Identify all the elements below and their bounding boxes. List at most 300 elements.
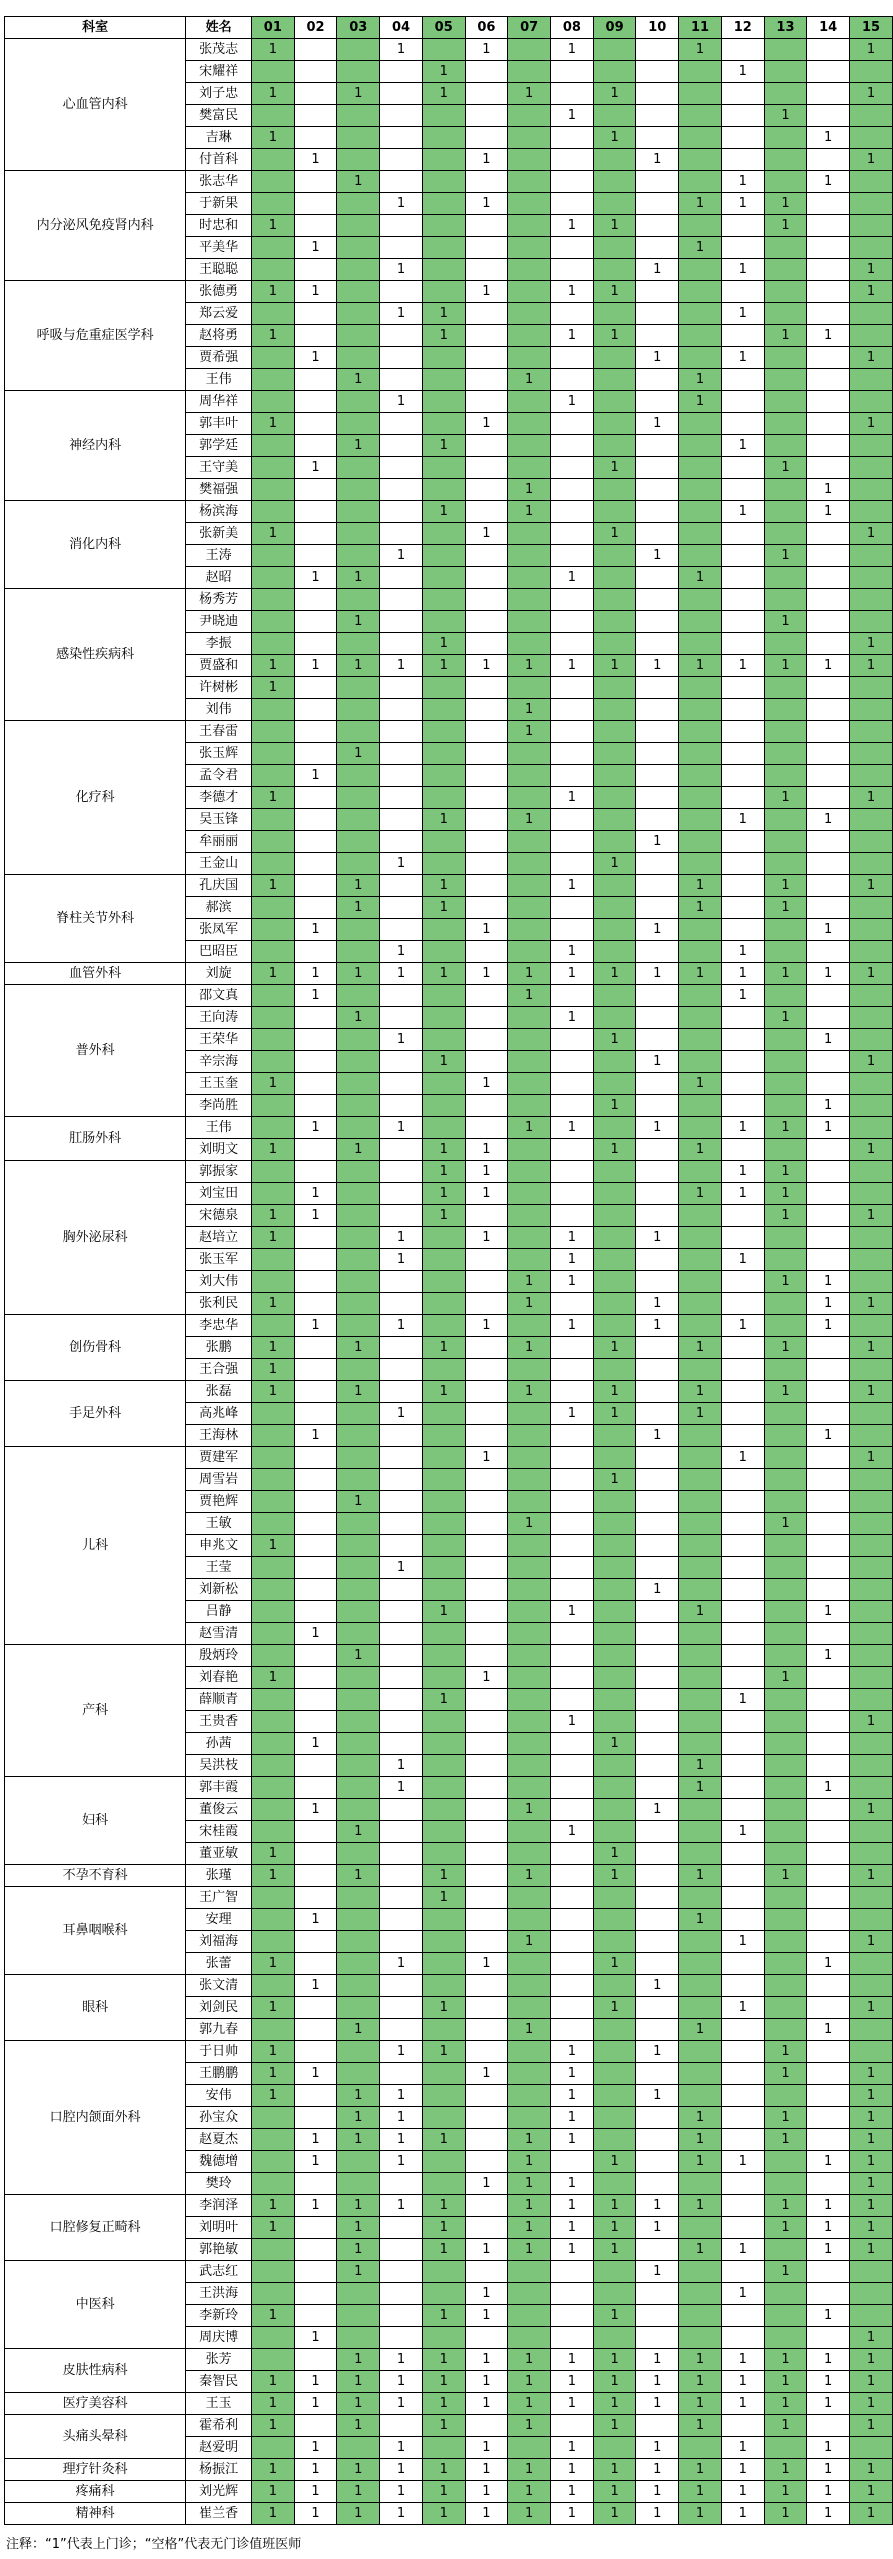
schedule-cell — [508, 2283, 551, 2305]
schedule-cell: 1 — [807, 2019, 850, 2041]
doctor-name-cell: 董俊云 — [186, 1799, 252, 1821]
schedule-cell: 1 — [251, 1865, 294, 1887]
schedule-cell — [465, 1205, 508, 1227]
schedule-cell — [465, 853, 508, 875]
schedule-cell: 1 — [380, 2195, 423, 2217]
schedule-cell — [679, 1931, 722, 1953]
schedule-cell: 1 — [764, 193, 807, 215]
schedule-cell — [422, 105, 465, 127]
schedule-cell: 1 — [380, 2349, 423, 2371]
doctor-name-cell: 王春雷 — [186, 721, 252, 743]
schedule-cell: 1 — [294, 765, 337, 787]
schedule-cell — [380, 1799, 423, 1821]
schedule-cell: 1 — [764, 1271, 807, 1293]
header-day-01: 01 — [251, 17, 294, 39]
schedule-cell — [251, 193, 294, 215]
schedule-cell — [294, 501, 337, 523]
schedule-cell — [850, 325, 893, 347]
schedule-cell — [764, 941, 807, 963]
schedule-cell — [251, 1029, 294, 1051]
schedule-cell — [721, 1975, 764, 1997]
schedule-cell — [850, 1491, 893, 1513]
schedule-cell — [721, 1403, 764, 1425]
doctor-name-cell: 张德勇 — [186, 281, 252, 303]
schedule-cell — [422, 1579, 465, 1601]
schedule-cell: 1 — [337, 1337, 380, 1359]
doctor-name-cell: 张玉辉 — [186, 743, 252, 765]
schedule-cell — [422, 1953, 465, 1975]
schedule-cell: 1 — [551, 2393, 594, 2415]
schedule-cell — [251, 897, 294, 919]
schedule-cell: 1 — [251, 1227, 294, 1249]
schedule-cell: 1 — [337, 743, 380, 765]
schedule-cell — [508, 941, 551, 963]
schedule-cell: 1 — [251, 2085, 294, 2107]
schedule-cell: 1 — [380, 1777, 423, 1799]
schedule-cell: 1 — [508, 2393, 551, 2415]
schedule-cell — [850, 1029, 893, 1051]
schedule-cell — [294, 2041, 337, 2063]
schedule-cell — [850, 1843, 893, 1865]
schedule-cell: 1 — [551, 2459, 594, 2481]
doctor-name-cell: 孔庆国 — [186, 875, 252, 897]
schedule-cell — [508, 765, 551, 787]
schedule-cell — [807, 1403, 850, 1425]
schedule-cell — [508, 1315, 551, 1337]
schedule-cell — [850, 1425, 893, 1447]
schedule-cell: 1 — [764, 655, 807, 677]
schedule-cell — [251, 1909, 294, 1931]
doctor-name-cell: 樊富民 — [186, 105, 252, 127]
schedule-cell: 1 — [721, 2349, 764, 2371]
schedule-cell: 1 — [593, 83, 636, 105]
doctor-name-cell: 杨振江 — [186, 2459, 252, 2481]
schedule-cell: 1 — [636, 545, 679, 567]
schedule-cell — [380, 1425, 423, 1447]
schedule-cell — [679, 1447, 722, 1469]
schedule-cell: 1 — [337, 1491, 380, 1513]
schedule-cell — [465, 479, 508, 501]
schedule-cell: 1 — [593, 1997, 636, 2019]
schedule-cell: 1 — [380, 1249, 423, 1271]
schedule-cell: 1 — [422, 2041, 465, 2063]
schedule-cell — [380, 369, 423, 391]
schedule-cell — [593, 1755, 636, 1777]
schedule-cell — [380, 83, 423, 105]
doctor-name-cell: 王鹏鹏 — [186, 2063, 252, 2085]
schedule-cell — [764, 149, 807, 171]
schedule-cell — [465, 325, 508, 347]
schedule-cell — [636, 1689, 679, 1711]
schedule-cell — [380, 1161, 423, 1183]
schedule-cell — [294, 677, 337, 699]
schedule-cell — [679, 1469, 722, 1491]
schedule-cell — [551, 83, 594, 105]
schedule-cell — [251, 2173, 294, 2195]
schedule-cell — [764, 1051, 807, 1073]
schedule-cell — [593, 1645, 636, 1667]
schedule-cell — [850, 1733, 893, 1755]
schedule-cell: 1 — [422, 1997, 465, 2019]
doctor-name-cell: 王守美 — [186, 457, 252, 479]
doctor-name-cell: 安伟 — [186, 2085, 252, 2107]
schedule-cell — [508, 1469, 551, 1491]
schedule-cell — [251, 2107, 294, 2129]
schedule-cell — [337, 2283, 380, 2305]
schedule-cell: 1 — [593, 457, 636, 479]
schedule-cell — [380, 2173, 423, 2195]
schedule-cell — [251, 2239, 294, 2261]
schedule-cell — [508, 2085, 551, 2107]
schedule-cell: 1 — [593, 1337, 636, 1359]
table-row — [5, 391, 893, 413]
schedule-cell: 1 — [850, 1865, 893, 1887]
schedule-cell — [721, 1777, 764, 1799]
schedule-cell — [337, 721, 380, 743]
schedule-cell — [508, 1755, 551, 1777]
schedule-cell — [721, 1205, 764, 1227]
schedule-cell — [807, 2041, 850, 2063]
table-row — [5, 985, 893, 1007]
schedule-cell — [807, 699, 850, 721]
schedule-cell — [294, 743, 337, 765]
schedule-cell: 1 — [721, 985, 764, 1007]
schedule-cell — [422, 567, 465, 589]
schedule-cell — [807, 391, 850, 413]
schedule-cell — [380, 2019, 423, 2041]
schedule-cell — [508, 1359, 551, 1381]
schedule-cell: 1 — [850, 347, 893, 369]
doctor-name-cell: 王海林 — [186, 1425, 252, 1447]
schedule-cell — [764, 1425, 807, 1447]
schedule-cell — [465, 1117, 508, 1139]
schedule-cell — [807, 941, 850, 963]
schedule-cell: 1 — [380, 2437, 423, 2459]
schedule-cell — [380, 787, 423, 809]
schedule-cell — [337, 2173, 380, 2195]
schedule-cell — [380, 1865, 423, 1887]
schedule-cell — [337, 1271, 380, 1293]
schedule-cell — [380, 699, 423, 721]
schedule-cell — [337, 2305, 380, 2327]
schedule-cell — [508, 1711, 551, 1733]
schedule-cell: 1 — [465, 2481, 508, 2503]
schedule-cell — [551, 985, 594, 1007]
schedule-cell — [422, 1667, 465, 1689]
schedule-cell — [508, 1579, 551, 1601]
schedule-cell — [551, 1073, 594, 1095]
schedule-cell — [807, 1073, 850, 1095]
schedule-cell — [593, 545, 636, 567]
schedule-cell — [251, 391, 294, 413]
schedule-cell — [508, 457, 551, 479]
schedule-cell — [850, 193, 893, 215]
schedule-cell — [551, 501, 594, 523]
dept-cell: 医疗美容科 — [5, 2393, 186, 2415]
schedule-cell — [593, 149, 636, 171]
schedule-cell — [508, 1887, 551, 1909]
schedule-cell — [679, 1689, 722, 1711]
schedule-cell: 1 — [251, 1337, 294, 1359]
schedule-cell — [679, 2283, 722, 2305]
schedule-cell — [850, 809, 893, 831]
schedule-cell — [850, 237, 893, 259]
schedule-cell: 1 — [679, 1183, 722, 1205]
schedule-cell — [508, 523, 551, 545]
schedule-cell — [807, 237, 850, 259]
schedule-cell — [551, 2151, 594, 2173]
schedule-cell — [337, 325, 380, 347]
doctor-name-cell: 于新果 — [186, 193, 252, 215]
schedule-cell: 1 — [465, 963, 508, 985]
schedule-cell — [764, 369, 807, 391]
schedule-cell: 1 — [508, 985, 551, 1007]
schedule-cell — [764, 1799, 807, 1821]
schedule-cell — [508, 1777, 551, 1799]
schedule-cell: 1 — [508, 2459, 551, 2481]
schedule-cell: 1 — [551, 1315, 594, 1337]
schedule-cell — [764, 1535, 807, 1557]
schedule-cell — [251, 369, 294, 391]
schedule-cell — [850, 677, 893, 699]
schedule-cell — [508, 2063, 551, 2085]
schedule-cell: 1 — [551, 325, 594, 347]
schedule-cell — [294, 1777, 337, 1799]
schedule-cell — [679, 1975, 722, 1997]
schedule-cell — [850, 2019, 893, 2041]
schedule-cell — [593, 633, 636, 655]
schedule-cell — [679, 215, 722, 237]
schedule-cell — [551, 1667, 594, 1689]
doctor-name-cell: 李尚胜 — [186, 1095, 252, 1117]
schedule-cell — [380, 1205, 423, 1227]
schedule-cell — [679, 1667, 722, 1689]
schedule-cell — [422, 2327, 465, 2349]
schedule-cell — [593, 721, 636, 743]
schedule-cell — [465, 1865, 508, 1887]
doctor-name-cell: 王合强 — [186, 1359, 252, 1381]
schedule-cell — [807, 303, 850, 325]
schedule-cell: 1 — [337, 2349, 380, 2371]
schedule-cell — [850, 1953, 893, 1975]
schedule-cell: 1 — [764, 457, 807, 479]
schedule-cell — [465, 2195, 508, 2217]
schedule-cell — [551, 1051, 594, 1073]
schedule-cell — [551, 1359, 594, 1381]
schedule-cell: 1 — [764, 2349, 807, 2371]
schedule-cell — [807, 369, 850, 391]
schedule-cell — [337, 1029, 380, 1051]
schedule-cell — [850, 1579, 893, 1601]
schedule-cell — [850, 1183, 893, 1205]
schedule-cell — [294, 1821, 337, 1843]
schedule-cell: 1 — [380, 2371, 423, 2393]
schedule-table — [4, 16, 893, 2525]
schedule-cell — [294, 589, 337, 611]
schedule-cell: 1 — [337, 2239, 380, 2261]
header-dept: 科室 — [5, 17, 186, 39]
schedule-cell — [380, 2327, 423, 2349]
schedule-cell: 1 — [294, 347, 337, 369]
schedule-cell — [850, 2261, 893, 2283]
schedule-cell: 1 — [679, 2239, 722, 2261]
schedule-cell: 1 — [551, 2371, 594, 2393]
schedule-cell: 1 — [850, 2063, 893, 2085]
schedule-cell — [721, 1469, 764, 1491]
doctor-name-cell: 赵雪清 — [186, 1623, 252, 1645]
schedule-cell — [465, 1645, 508, 1667]
schedule-cell — [337, 39, 380, 61]
schedule-cell — [422, 985, 465, 1007]
schedule-cell — [251, 2151, 294, 2173]
doctor-name-cell: 张茂志 — [186, 39, 252, 61]
schedule-cell: 1 — [422, 633, 465, 655]
schedule-cell — [764, 413, 807, 435]
schedule-cell: 1 — [551, 2217, 594, 2239]
schedule-cell — [807, 61, 850, 83]
schedule-cell — [593, 369, 636, 391]
schedule-cell — [679, 435, 722, 457]
schedule-cell: 1 — [337, 2371, 380, 2393]
schedule-cell: 1 — [422, 875, 465, 897]
dept-cell: 神经内科 — [5, 391, 186, 501]
schedule-cell — [850, 303, 893, 325]
dept-cell: 感染性疾病科 — [5, 589, 186, 721]
header-day-02: 02 — [294, 17, 337, 39]
schedule-cell — [850, 567, 893, 589]
schedule-cell — [807, 2415, 850, 2437]
schedule-cell: 1 — [721, 61, 764, 83]
schedule-cell: 1 — [593, 2305, 636, 2327]
doctor-name-cell: 周雪岩 — [186, 1469, 252, 1491]
schedule-cell: 1 — [422, 2305, 465, 2327]
doctor-name-cell: 贾盛和 — [186, 655, 252, 677]
schedule-cell — [380, 1491, 423, 1513]
schedule-cell — [636, 2107, 679, 2129]
schedule-cell — [593, 1689, 636, 1711]
schedule-cell — [807, 1997, 850, 2019]
doctor-name-cell: 王向涛 — [186, 1007, 252, 1029]
schedule-cell — [807, 1359, 850, 1381]
schedule-cell — [337, 831, 380, 853]
schedule-cell — [508, 39, 551, 61]
schedule-cell — [721, 479, 764, 501]
schedule-cell — [593, 985, 636, 1007]
schedule-cell — [508, 853, 551, 875]
schedule-cell — [465, 2217, 508, 2239]
schedule-cell — [807, 435, 850, 457]
schedule-cell — [551, 1975, 594, 1997]
doctor-name-cell: 刘光辉 — [186, 2481, 252, 2503]
schedule-cell: 1 — [764, 2195, 807, 2217]
schedule-cell: 1 — [636, 2217, 679, 2239]
schedule-cell — [465, 303, 508, 325]
table-row — [5, 1865, 893, 1887]
doctor-name-cell: 张文清 — [186, 1975, 252, 1997]
schedule-cell — [807, 1733, 850, 1755]
doctor-name-cell: 樊福强 — [186, 479, 252, 501]
doctor-name-cell: 李新玲 — [186, 2305, 252, 2327]
schedule-cell — [679, 2173, 722, 2195]
schedule-cell — [380, 875, 423, 897]
dept-cell: 皮肤性病科 — [5, 2349, 186, 2393]
doctor-name-cell: 赵昭 — [186, 567, 252, 589]
schedule-cell — [508, 1733, 551, 1755]
schedule-cell: 1 — [551, 2063, 594, 2085]
schedule-cell: 1 — [465, 2063, 508, 2085]
schedule-cell: 1 — [850, 655, 893, 677]
schedule-cell: 1 — [380, 1029, 423, 1051]
schedule-cell — [807, 765, 850, 787]
schedule-cell — [508, 1183, 551, 1205]
doctor-name-cell: 周华祥 — [186, 391, 252, 413]
schedule-cell — [850, 611, 893, 633]
schedule-cell: 1 — [807, 1645, 850, 1667]
doctor-name-cell: 刘福海 — [186, 1931, 252, 1953]
schedule-cell — [636, 1183, 679, 1205]
schedule-cell — [380, 1073, 423, 1095]
schedule-cell — [380, 281, 423, 303]
schedule-cell — [465, 677, 508, 699]
schedule-cell — [593, 1359, 636, 1381]
schedule-cell: 1 — [294, 1425, 337, 1447]
schedule-cell — [508, 259, 551, 281]
schedule-cell — [294, 2019, 337, 2041]
schedule-cell: 1 — [721, 2393, 764, 2415]
schedule-cell — [764, 1997, 807, 2019]
schedule-cell — [465, 1931, 508, 1953]
doctor-name-cell: 牟丽丽 — [186, 831, 252, 853]
doctor-name-cell: 宋桂霞 — [186, 1821, 252, 1843]
schedule-cell: 1 — [422, 2129, 465, 2151]
schedule-cell — [764, 479, 807, 501]
schedule-cell — [380, 2217, 423, 2239]
schedule-cell: 1 — [551, 2129, 594, 2151]
schedule-cell: 1 — [721, 2503, 764, 2525]
schedule-cell — [337, 1403, 380, 1425]
schedule-cell — [807, 831, 850, 853]
schedule-cell: 1 — [679, 2107, 722, 2129]
schedule-cell: 1 — [422, 83, 465, 105]
schedule-cell — [721, 83, 764, 105]
schedule-cell — [294, 1359, 337, 1381]
schedule-cell: 1 — [850, 259, 893, 281]
schedule-cell: 1 — [294, 963, 337, 985]
schedule-cell — [551, 1557, 594, 1579]
dept-cell: 肛肠外科 — [5, 1117, 186, 1161]
schedule-cell — [636, 1777, 679, 1799]
schedule-cell: 1 — [294, 2151, 337, 2173]
schedule-cell — [294, 2305, 337, 2327]
schedule-cell — [679, 1579, 722, 1601]
schedule-cell: 1 — [508, 83, 551, 105]
schedule-cell: 1 — [636, 655, 679, 677]
schedule-cell — [679, 1029, 722, 1051]
doctor-name-cell: 武志红 — [186, 2261, 252, 2283]
schedule-cell — [508, 1843, 551, 1865]
schedule-cell: 1 — [807, 655, 850, 677]
schedule-cell: 1 — [850, 2349, 893, 2371]
schedule-cell: 1 — [380, 2107, 423, 2129]
schedule-cell: 1 — [380, 545, 423, 567]
schedule-cell — [636, 1909, 679, 1931]
schedule-cell: 1 — [380, 2151, 423, 2173]
schedule-cell: 1 — [593, 1381, 636, 1403]
doctor-name-cell: 赵培立 — [186, 1227, 252, 1249]
schedule-cell: 1 — [294, 1623, 337, 1645]
schedule-cell — [294, 171, 337, 193]
schedule-cell — [807, 1711, 850, 1733]
